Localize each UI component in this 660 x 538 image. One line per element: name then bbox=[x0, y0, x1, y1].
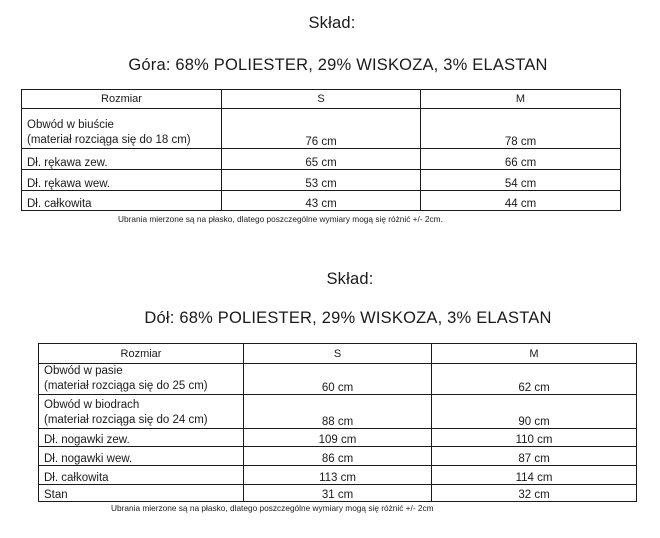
value-s: 65 cm bbox=[222, 149, 421, 170]
value-m: 110 cm bbox=[432, 429, 637, 447]
table-row bbox=[39, 466, 637, 485]
header-s: S bbox=[244, 344, 432, 364]
value-s: 43 cm bbox=[222, 191, 421, 211]
value-m: 78 cm bbox=[421, 109, 621, 149]
table-row bbox=[22, 191, 621, 211]
row-label bbox=[39, 364, 244, 395]
row-label: Dł. nogawki wew. bbox=[39, 447, 244, 466]
value-m: 32 cm bbox=[432, 485, 637, 502]
value-s: 60 cm bbox=[244, 364, 432, 395]
value-m: 54 cm bbox=[421, 170, 621, 191]
row-label-line1: Obwód w biodrach bbox=[44, 399, 140, 411]
value-s: 88 cm bbox=[244, 395, 432, 429]
bottom-size-table bbox=[38, 343, 637, 502]
row-label-line2: (materiał rozciąga się do 24 cm) bbox=[44, 414, 208, 426]
table-row bbox=[22, 170, 621, 191]
table-header-row bbox=[39, 344, 637, 364]
table-row bbox=[22, 149, 621, 170]
row-label: Dł. całkowita bbox=[22, 191, 222, 211]
value-s: 109 cm bbox=[244, 429, 432, 447]
table-header-row bbox=[22, 90, 621, 109]
value-m: 90 cm bbox=[432, 395, 637, 429]
row-label-line2: (materiał rozciąga się do 18 cm) bbox=[27, 134, 191, 146]
value-m: 114 cm bbox=[432, 466, 637, 485]
bottom-measurement-note: Ubrania mierzone są na płasko, dlatego poszczególne wymiary mogą się różnić +/- 2cm bbox=[111, 503, 434, 513]
row-label: Dł. rękawa wew. bbox=[22, 170, 222, 191]
value-s: 53 cm bbox=[222, 170, 421, 191]
table-row bbox=[39, 364, 637, 395]
top-size-table bbox=[21, 89, 621, 211]
table-row bbox=[39, 395, 637, 429]
row-label bbox=[39, 395, 244, 429]
value-m: 66 cm bbox=[421, 149, 621, 170]
value-s: 113 cm bbox=[244, 466, 432, 485]
header-s: S bbox=[222, 90, 421, 109]
header-size: Rozmiar bbox=[39, 344, 244, 364]
value-m: 62 cm bbox=[432, 364, 637, 395]
value-s: 31 cm bbox=[244, 485, 432, 502]
row-label-line1: Obwód w pasie bbox=[44, 365, 123, 377]
top-measurement-note: Ubrania mierzone są na płasko, dlatego poszczególne wymiary mogą się różnić +/- 2cm. bbox=[118, 214, 443, 224]
header-m: M bbox=[421, 90, 621, 109]
row-label bbox=[22, 109, 222, 149]
row-label-line2: (materiał rozciąga się do 25 cm) bbox=[44, 380, 208, 392]
row-label: Dł. rękawa zew. bbox=[22, 149, 222, 170]
value-m: 87 cm bbox=[432, 447, 637, 466]
table-row bbox=[39, 429, 637, 447]
row-label: Dł. całkowita bbox=[39, 466, 244, 485]
value-s: 86 cm bbox=[244, 447, 432, 466]
top-composition: Góra: 68% POLIESTER, 29% WISKOZA, 3% ELASTAN bbox=[128, 56, 548, 74]
top-heading: Skład: bbox=[308, 14, 356, 32]
header-size: Rozmiar bbox=[22, 90, 222, 109]
row-label: Dł. nogawki zew. bbox=[39, 429, 244, 447]
value-s: 76 cm bbox=[222, 109, 421, 149]
header-m: M bbox=[432, 344, 637, 364]
value-m: 44 cm bbox=[421, 191, 621, 211]
table-row bbox=[39, 485, 637, 502]
row-label: Stan bbox=[39, 485, 244, 502]
bottom-composition: Dół: 68% POLIESTER, 29% WISKOZA, 3% ELASTAN bbox=[144, 309, 552, 327]
bottom-heading: Skład: bbox=[326, 270, 374, 288]
row-label-line1: Obwód w biuście bbox=[27, 119, 114, 131]
table-row bbox=[39, 447, 637, 466]
table-row bbox=[22, 109, 621, 149]
